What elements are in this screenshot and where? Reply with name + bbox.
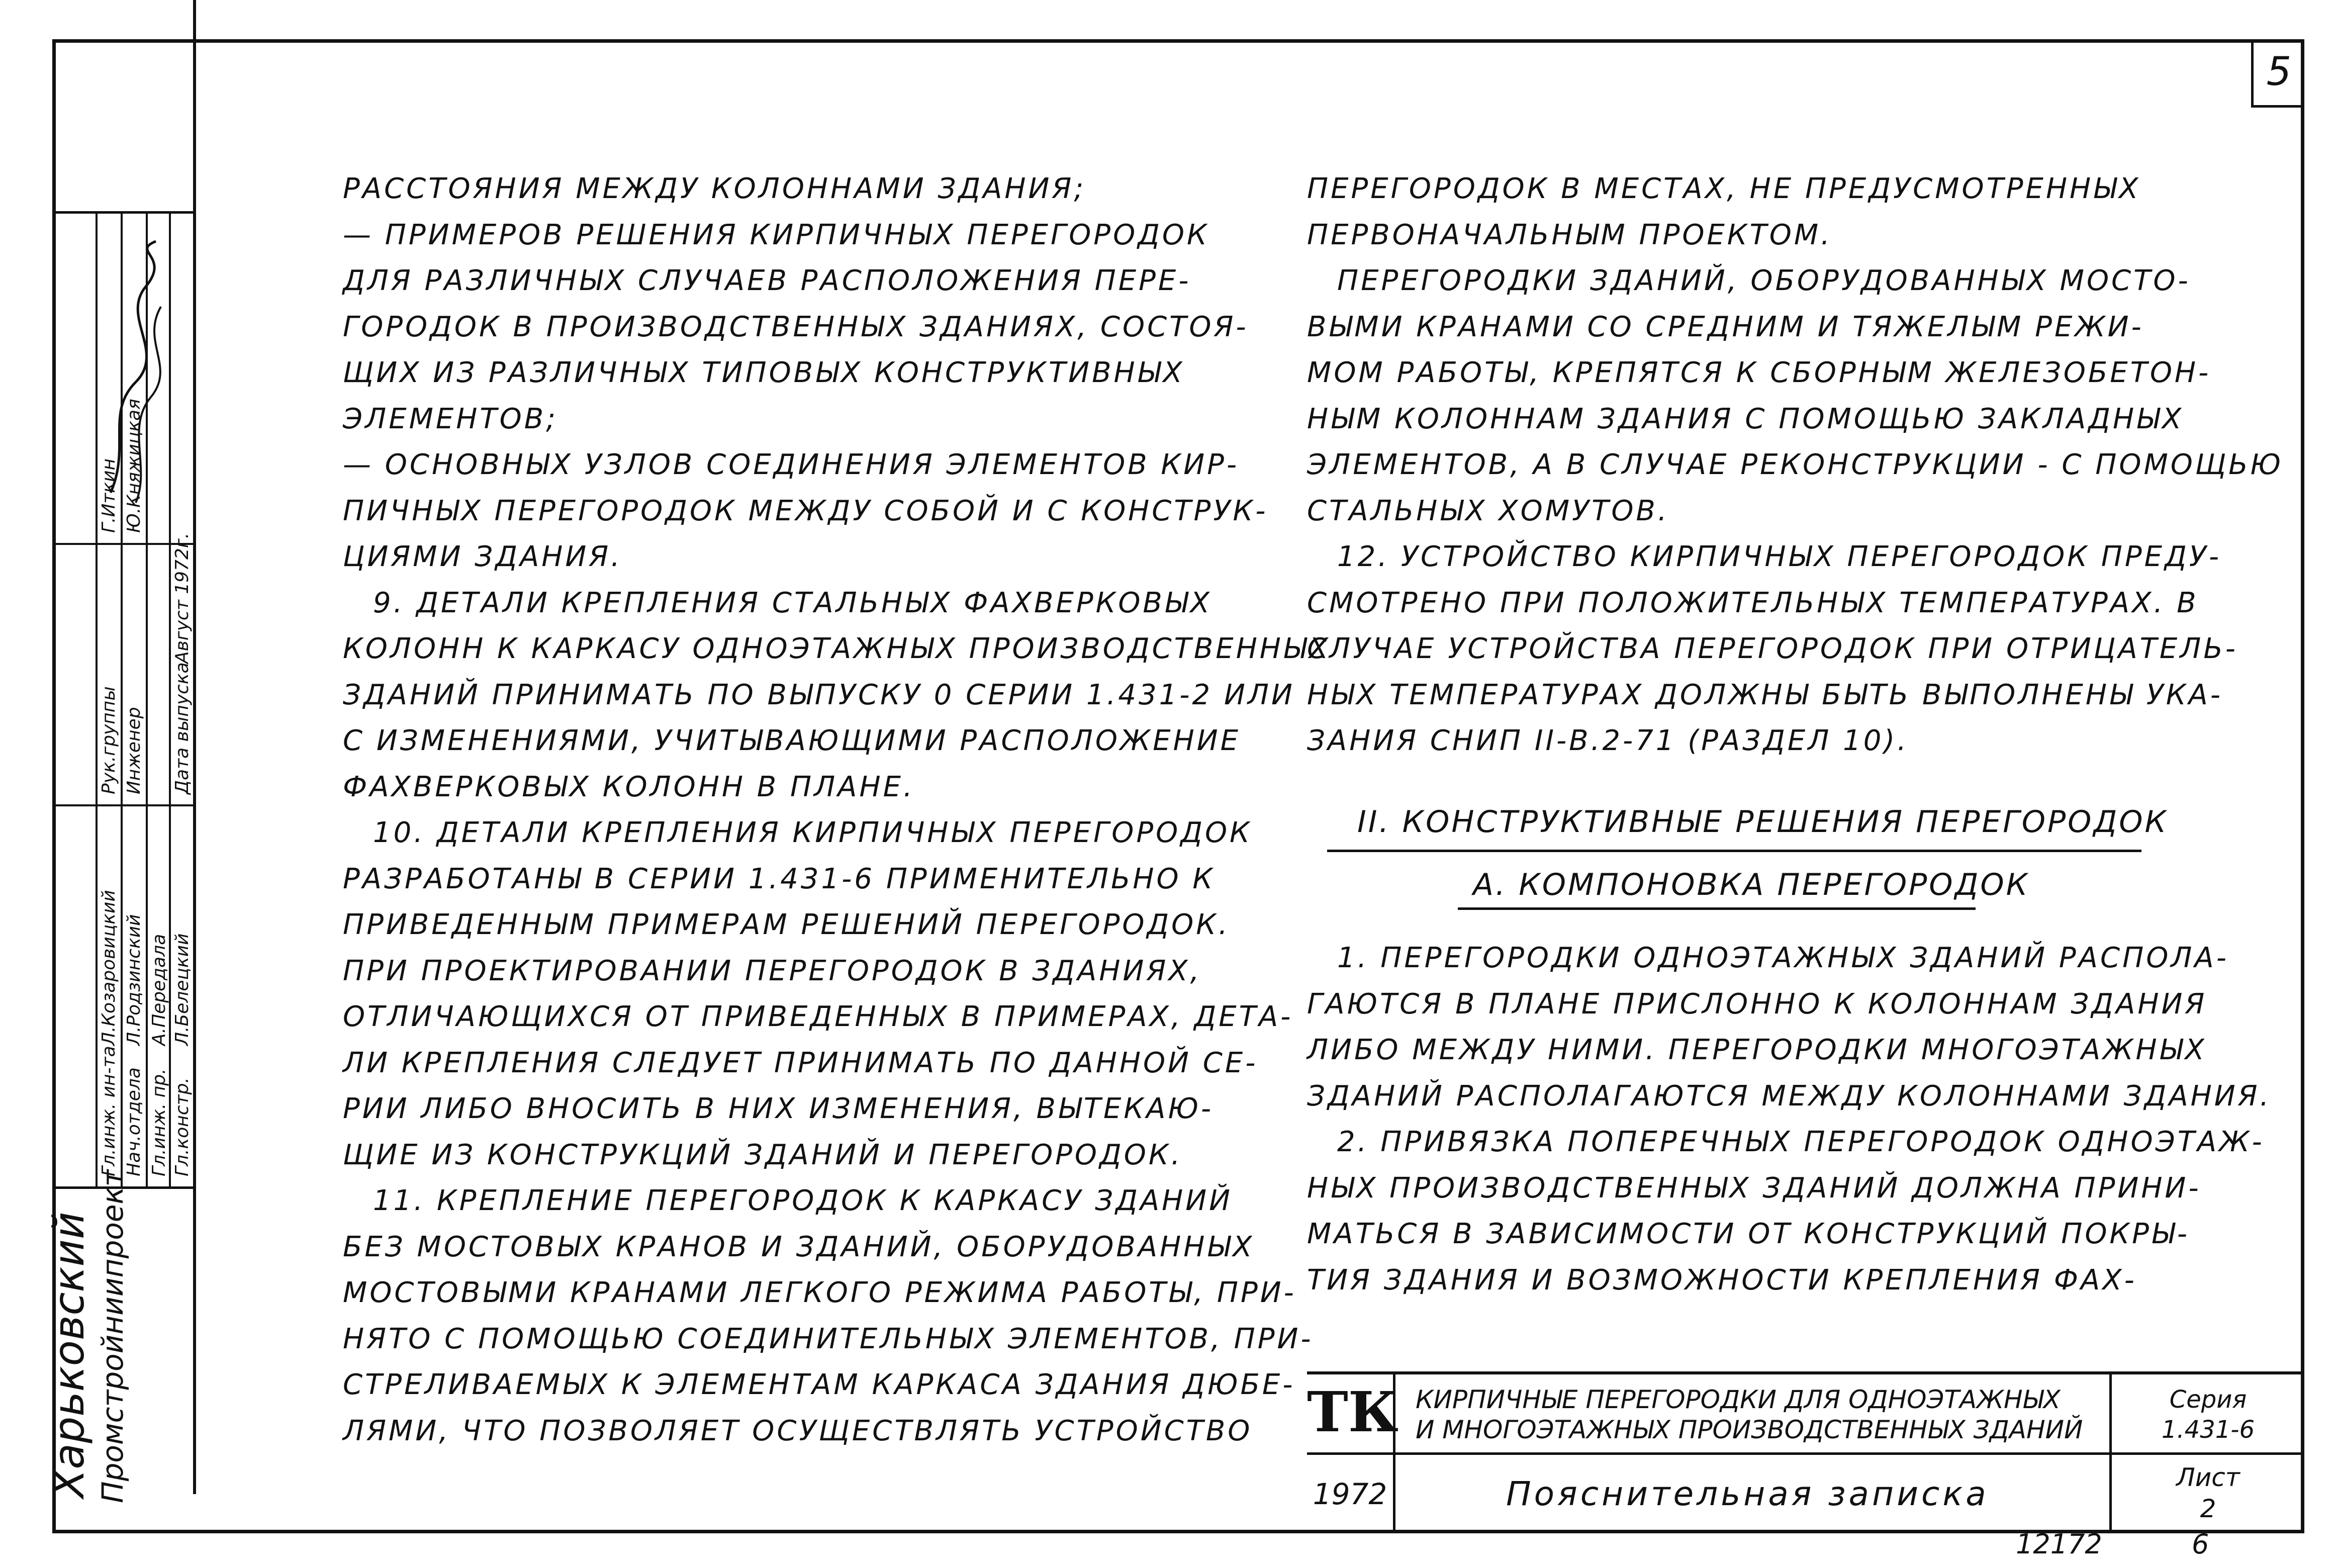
sheet-label: Лист xyxy=(2176,1463,2240,1492)
text-line: МАТЬСЯ В ЗАВИСИМОСТИ ОТ КОНСТРУКЦИЙ ПОКРЫ- xyxy=(1307,1218,2190,1250)
text-line: ГОРОДОК В ПРОИЗВОДСТВЕННЫХ ЗДАНИЯХ, СОСТОЯ- xyxy=(343,310,1249,343)
tk-logo: ТК xyxy=(1307,1374,1395,1455)
text-line: МОМ РАБОТЫ, КРЕПЯТСЯ К СБОРНЫМ ЖЕЛЕЗОБЕТОН- xyxy=(1307,356,2211,389)
stamp-divider xyxy=(193,0,196,1494)
stamp-top-rule xyxy=(52,211,196,214)
text-line: ЦИЯМИ ЗДАНИЯ. xyxy=(343,540,622,573)
text-line: ЛЯМИ, ЧТО ПОЗВОЛЯЕТ ОСУЩЕСТВЛЯТЬ УСТРОЙСТВО xyxy=(343,1414,1253,1447)
text-line: 2. ПРИВЯЗКА ПОПЕРЕЧНЫХ ПЕРЕГОРОДОК ОДНОЭТАЖ- xyxy=(1337,1126,2265,1158)
stamp-name: Ю.Княжицкая xyxy=(124,399,144,533)
stamp-date-value: Август 1972г. xyxy=(172,532,193,664)
sheet-number: 5 xyxy=(2251,41,2304,108)
stamp-role: Гл.инж. ин-та xyxy=(99,1046,119,1176)
text-line: НЯТО С ПОМОЩЬЮ СОЕДИНИТЕЛЬНЫХ ЭЛЕМЕНТОВ, ПРИ- xyxy=(343,1322,1314,1355)
text-line: ПЕРВОНАЧАЛЬНЫМ ПРОЕКТОМ. xyxy=(1307,218,1832,251)
text-line: ЩИХ ИЗ РАЗЛИЧНЫХ ТИПОВЫХ КОНСТРУКТИВНЫХ xyxy=(343,356,1185,389)
sheet-cell xyxy=(2109,1455,2304,1533)
section-heading-underline xyxy=(1327,850,2141,852)
stamp-name: Л.Родзинский xyxy=(124,914,144,1046)
text-line: СЛУЧАЕ УСТРОЙСТВА ПЕРЕГОРОДОК ПРИ ОТРИЦАТЕЛЬ- xyxy=(1307,632,2238,665)
stamp-role: Гл.констр. xyxy=(172,1077,193,1176)
text-line: — ОСНОВНЫХ УЗЛОВ СОЕДИНЕНИЯ ЭЛЕМЕНТОВ КИР- xyxy=(343,448,1240,481)
signature-marks xyxy=(101,231,166,513)
stamp-name: Л.Белецкий xyxy=(172,933,193,1046)
title-line: КИРПИЧНЫЕ ПЕРЕГОРОДКИ ДЛЯ ОДНОЭТАЖНЫХ xyxy=(1416,1385,2061,1414)
text-line: СМОТРЕНО ПРИ ПОЛОЖИТЕЛЬНЫХ ТЕМПЕРАТУРАХ. В xyxy=(1307,586,2199,619)
text-line: ЭЛЕМЕНТОВ; xyxy=(343,402,558,435)
text-line: НЫХ ПРОИЗВОДСТВЕННЫХ ЗДАНИЙ ДОЛЖНА ПРИНИ- xyxy=(1307,1171,2201,1205)
text-line: ПИЧНЫХ ПЕРЕГОРОДОК МЕЖДУ СОБОЙ И С КОНСТРУК- xyxy=(343,494,1268,527)
text-line: ЛИ КРЕПЛЕНИЯ СЛЕДУЕТ ПРИНИМАТЬ ПО ДАННОЙ СЕ- xyxy=(343,1046,1258,1079)
stamp-row-line xyxy=(52,804,196,806)
text-line: 1. ПЕРЕГОРОДКИ ОДНОЭТАЖНЫХ ЗДАНИЙ РАСПОЛА- xyxy=(1337,942,2229,974)
stamp-name: Г.Иткин xyxy=(99,458,119,533)
stamp-col-line xyxy=(96,211,98,1186)
text-line: СТАЛЬНЫХ ХОМУТОВ. xyxy=(1307,494,1669,527)
stamp-org-name: Харьковский xyxy=(44,1212,94,1498)
title-block xyxy=(1307,1371,2304,1533)
text-line: 10. ДЕТАЛИ КРЕПЛЕНИЯ КИРПИЧНЫХ ПЕРЕГОРОДОК xyxy=(373,816,1252,849)
text-line: РАЗРАБОТАНЫ В СЕРИИ 1.431-6 ПРИМЕНИТЕЛЬНО К xyxy=(343,862,1216,895)
text-line: ПЕРЕГОРОДКИ ЗДАНИЙ, ОБОРУДОВАННЫХ МОСТО- xyxy=(1337,264,2191,297)
series-cell xyxy=(2109,1374,2304,1455)
sheet-value: 2 xyxy=(2200,1494,2216,1523)
title-line: И МНОГОЭТАЖНЫХ ПРОИЗВОДСТВЕННЫХ ЗДАНИЙ xyxy=(1416,1415,2083,1444)
text-line: ДЛЯ РАЗЛИЧНЫХ СЛУЧАЕВ РАСПОЛОЖЕНИЯ ПЕРЕ- xyxy=(343,264,1191,297)
text-line: ЗАНИЯ СНИП II-В.2-71 (РАЗДЕЛ 10). xyxy=(1307,724,1909,757)
left-column xyxy=(343,166,1331,1454)
text-line: ГАЮТСЯ В ПЛАНЕ ПРИСЛОННО К КОЛОННАМ ЗДАНИЯ xyxy=(1307,987,2207,1021)
text-line: РАССТОЯНИЯ МЕЖДУ КОЛОННАМИ ЗДАНИЯ; xyxy=(343,172,1086,205)
doc-name: Пояснительная записка xyxy=(1506,1474,1989,1513)
stamp-role: Нач.отдела xyxy=(124,1067,144,1176)
text-line: ОТЛИЧАЮЩИХСЯ ОТ ПРИВЕДЕННЫХ В ПРИМЕРАХ, ДЕТА- xyxy=(343,1000,1293,1033)
inventory-number: 12172 xyxy=(2016,1528,2102,1560)
text-line: РИИ ЛИБО ВНОСИТЬ В НИХ ИЗМЕНЕНИЯ, ВЫТЕКАЮ- xyxy=(343,1092,1214,1125)
text-line: ПЕРЕГОРОДОК В МЕСТАХ, НЕ ПРЕДУСМОТРЕННЫХ xyxy=(1307,172,2141,205)
text-line: ФАХВЕРКОВЫХ КОЛОНН В ПЛАНЕ. xyxy=(343,770,915,803)
text-line: 9. ДЕТАЛИ КРЕПЛЕНИЯ СТАЛЬНЫХ ФАХВЕРКОВЫХ xyxy=(373,586,1212,619)
stamp-role: Инженер xyxy=(124,707,144,794)
text-line: НЫХ ТЕМПЕРАТУРАХ ДОЛЖНЫ БЫТЬ ВЫПОЛНЕНЫ УКА- xyxy=(1307,678,2223,711)
text-line: НЫМ КОЛОННАМ ЗДАНИЯ С ПОМОЩЬЮ ЗАКЛАДНЫХ xyxy=(1307,402,2184,435)
stamp-role: Рук.группы xyxy=(99,686,119,794)
subsection-heading: А. КОМПОНОВКА ПЕРЕГОРОДОК xyxy=(1473,867,2030,902)
text-line: ЗДАНИЙ РАСПОЛАГАЮТСЯ МЕЖДУ КОЛОННАМИ ЗДАНИЯ. xyxy=(1307,1079,2272,1113)
stamp-date-label: Дата выпуска xyxy=(172,662,193,794)
text-line: КОЛОНН К КАРКАСУ ОДНОЭТАЖНЫХ ПРОИЗВОДСТВЕННЫХ xyxy=(343,632,1331,665)
series-label: Серия xyxy=(2169,1386,2247,1414)
stamp-role: Гл.инж. пр. xyxy=(149,1068,169,1176)
text-line: — ПРИМЕРОВ РЕШЕНИЯ КИРПИЧНЫХ ПЕРЕГОРОДОК xyxy=(343,218,1209,251)
right-column-bottom xyxy=(1307,935,2271,1303)
year-cell: 1972 xyxy=(1307,1455,1395,1533)
text-line: СТРЕЛИВАЕМЫХ К ЭЛЕМЕНТАМ КАРКАСА ЗДАНИЯ ДЮБЕ- xyxy=(343,1368,1295,1401)
text-line: 11. КРЕПЛЕНИЕ ПЕРЕГОРОДОК К КАРКАСУ ЗДАНИЙ xyxy=(373,1184,1233,1217)
text-line: ЭЛЕМЕНТОВ, А В СЛУЧАЕ РЕКОНСТРУКЦИИ - С ПОМОЩЬЮ xyxy=(1307,448,2283,481)
text-line: ЛИБО МЕЖДУ НИМИ. ПЕРЕГОРОДКИ МНОГОЭТАЖНЫХ xyxy=(1307,1034,2207,1066)
text-line: ПРИ ПРОЕКТИРОВАНИИ ПЕРЕГОРОДОК В ЗДАНИЯХ, xyxy=(343,954,1202,987)
text-line: С ИЗМЕНЕНИЯМИ, УЧИТЫВАЮЩИМИ РАСПОЛОЖЕНИЕ xyxy=(343,724,1241,757)
section-heading: II. КОНСТРУКТИВНЫЕ РЕШЕНИЯ ПЕРЕГОРОДОК xyxy=(1357,804,2169,840)
text-line: МОСТОВЫМИ КРАНАМИ ЛЕГКОГО РЕЖИМА РАБОТЫ, ПРИ- xyxy=(343,1276,1296,1309)
text-line: ПРИВЕДЕННЫМ ПРИМЕРАМ РЕШЕНИЙ ПЕРЕГОРОДОК. xyxy=(343,908,1230,941)
subsection-heading-underline xyxy=(1458,907,1976,910)
stamp-org-name-2: Промстройниипроект xyxy=(96,1169,130,1503)
right-column-top xyxy=(1307,166,2283,764)
text-line: ЩИЕ ИЗ КОНСТРУКЦИЙ ЗДАНИЙ И ПЕРЕГОРОДОК. xyxy=(343,1138,1183,1171)
text-line: 12. УСТРОЙСТВО КИРПИЧНЫХ ПЕРЕГОРОДОК ПРЕДУ- xyxy=(1337,540,2222,573)
text-line: БЕЗ МОСТОВЫХ КРАНОВ И ЗДАНИЙ, ОБОРУДОВАННЫХ xyxy=(343,1230,1255,1263)
text-line: ТИЯ ЗДАНИЯ И ВОЗМОЖНОСТИ КРЕПЛЕНИЯ ФАХ- xyxy=(1307,1263,2137,1297)
title-text xyxy=(1395,1374,2109,1455)
text-line: ВЫМИ КРАНАМИ СО СРЕДНИМ И ТЯЖЕЛЫМ РЕЖИ- xyxy=(1307,310,2144,343)
stamp-name: А.Передала xyxy=(149,934,169,1046)
text-line: ЗДАНИЙ ПРИНИМАТЬ ПО ВЫПУСКУ 0 СЕРИИ 1.431-2 ИЛИ xyxy=(343,678,1295,711)
page-number: 6 xyxy=(2192,1528,2209,1560)
series-value: 1.431-6 xyxy=(2161,1416,2255,1444)
stamp-name: Л.Козаровицкий xyxy=(99,890,119,1046)
